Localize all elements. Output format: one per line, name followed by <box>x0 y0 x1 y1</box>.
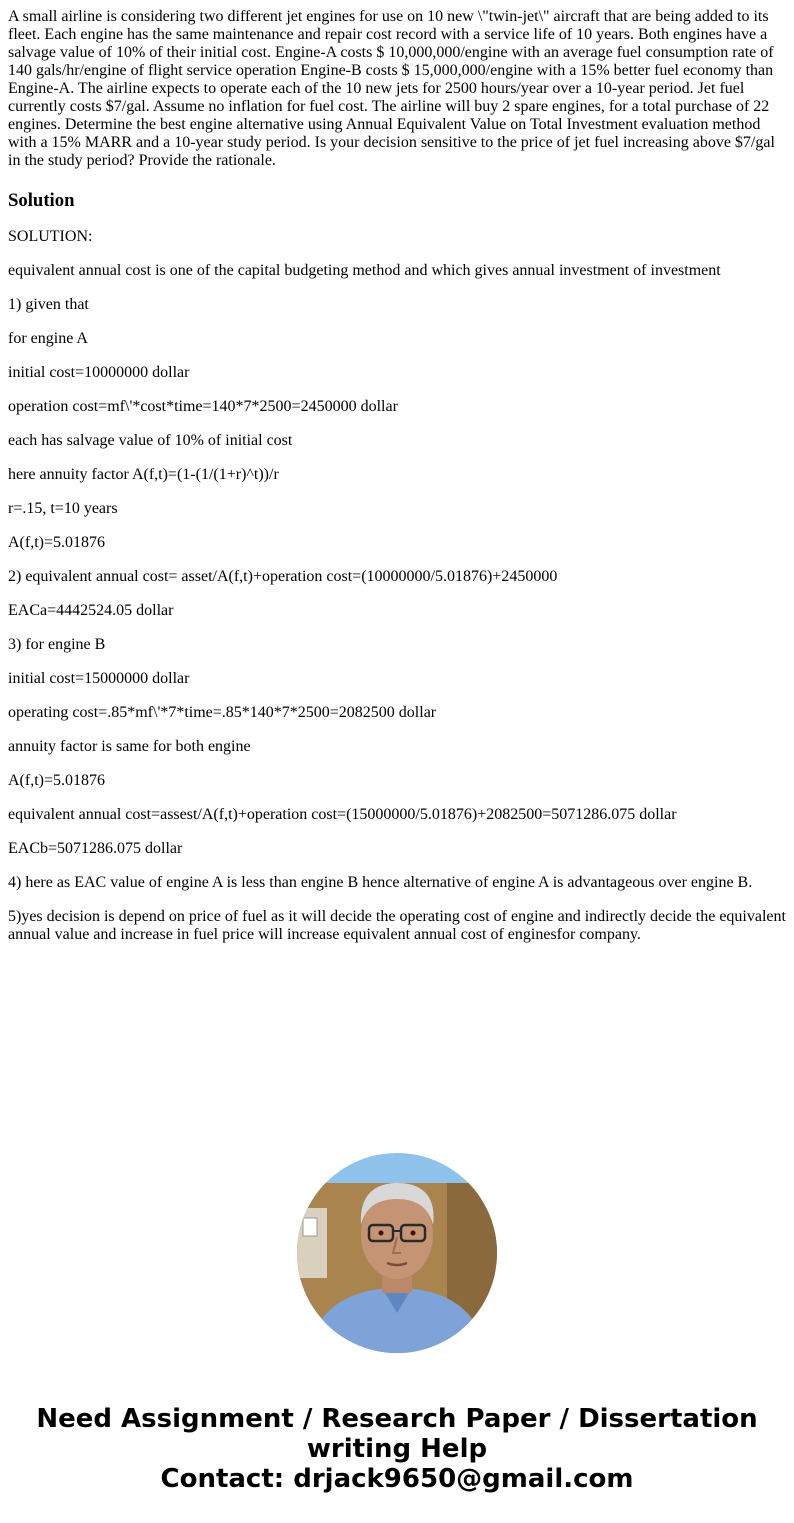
solution-line: 5)yes decision is depend on price of fuel as it will decide the operating cost of engine and indirectly decide the equivalent annual value and increase in fuel price will increase equivalent annual cost of enginesfor company. <box>8 908 786 943</box>
solution-heading: Solution <box>8 190 75 211</box>
solution-line: here annuity factor A(f,t)=(1-(1/(1+r)^t))/r <box>8 466 279 483</box>
solution-line: initial cost=10000000 dollar <box>8 364 190 381</box>
solution-line: SOLUTION: <box>8 228 93 245</box>
solution-line: equivalent annual cost=assest/A(f,t)+operation cost=(15000000/5.01876)+2082500=5071286.075 dollar <box>8 806 677 823</box>
solution-line: A(f,t)=5.01876 <box>8 534 106 551</box>
author-photo-illustration <box>297 1153 497 1353</box>
solution-line: annuity factor is same for both engine <box>8 738 251 755</box>
solution-line: 4) here as EAC value of engine A is less than engine B hence alternative of engine A is advantageous over engine B. <box>8 874 753 891</box>
solution-line: EACb=5071286.075 dollar <box>8 840 183 857</box>
footer-contact: Contact: drjack9650@gmail.com <box>160 1464 634 1494</box>
solution-line: each has salvage value of 10% of initial cost <box>8 432 293 449</box>
solution-line: 1) given that <box>8 296 89 313</box>
document-content <box>8 8 787 960</box>
solution-line: for engine A <box>8 330 88 347</box>
solution-line: r=.15, t=10 years <box>8 500 118 517</box>
solution-line: operating cost=.85*mf\'*7*time=.85*140*7*2500=2082500 dollar <box>8 704 437 721</box>
footer-line-2: writing Help <box>306 1434 488 1464</box>
author-photo <box>297 1153 497 1353</box>
solution-line: 3) for engine B <box>8 636 106 653</box>
solution-line: A(f,t)=5.01876 <box>8 772 106 789</box>
solution-line: initial cost=15000000 dollar <box>8 670 190 687</box>
footer-line-1: Need Assignment / Research Paper / Dissertation <box>36 1404 758 1434</box>
solution-line: EACa=4442524.05 dollar <box>8 602 174 619</box>
solution-line: 2) equivalent annual cost= asset/A(f,t)+operation cost=(10000000/5.01876)+2450000 <box>8 568 558 585</box>
solution-line: equivalent annual cost is one of the capital budgeting method and which gives annual investment of investment <box>8 262 721 279</box>
question-text: A small airline is considering two different jet engines for use on 10 new \"twin-jet\" aircraft that are being added to its fleet. Each engine has the same maintenance and repair cost record with a service life of 10 years. Both engines have a salvage value of 10% of their initial cost. Engine-A costs $ 10,000,000/engine with an average fuel consumption rate of 140 gals/hr/engine of flight service operation Engine-B costs $ 15,000,000/engine with a 15% better fuel economy than Engine-A. The airline expects to operate each of the 10 new jets for 2500 hours/year over a 10-year period. Jet fuel currently costs $7/gal. Assume no inflation for fuel cost. The airline will buy 2 spare engines, for a total purchase of 22 engines. Determine the best engine alternative using Annual Equivalent Value on Total Investment evaluation method with a 15% MARR and a 10-year study period. Is your decision sensitive to the price of jet fuel increasing above $7/gal in the study period? Provide the rationale. <box>8 8 775 169</box>
solution-body <box>8 228 787 944</box>
footer-banner <box>0 1404 794 1494</box>
solution-line: operation cost=mf\'*cost*time=140*7*2500=2450000 dollar <box>8 398 398 415</box>
